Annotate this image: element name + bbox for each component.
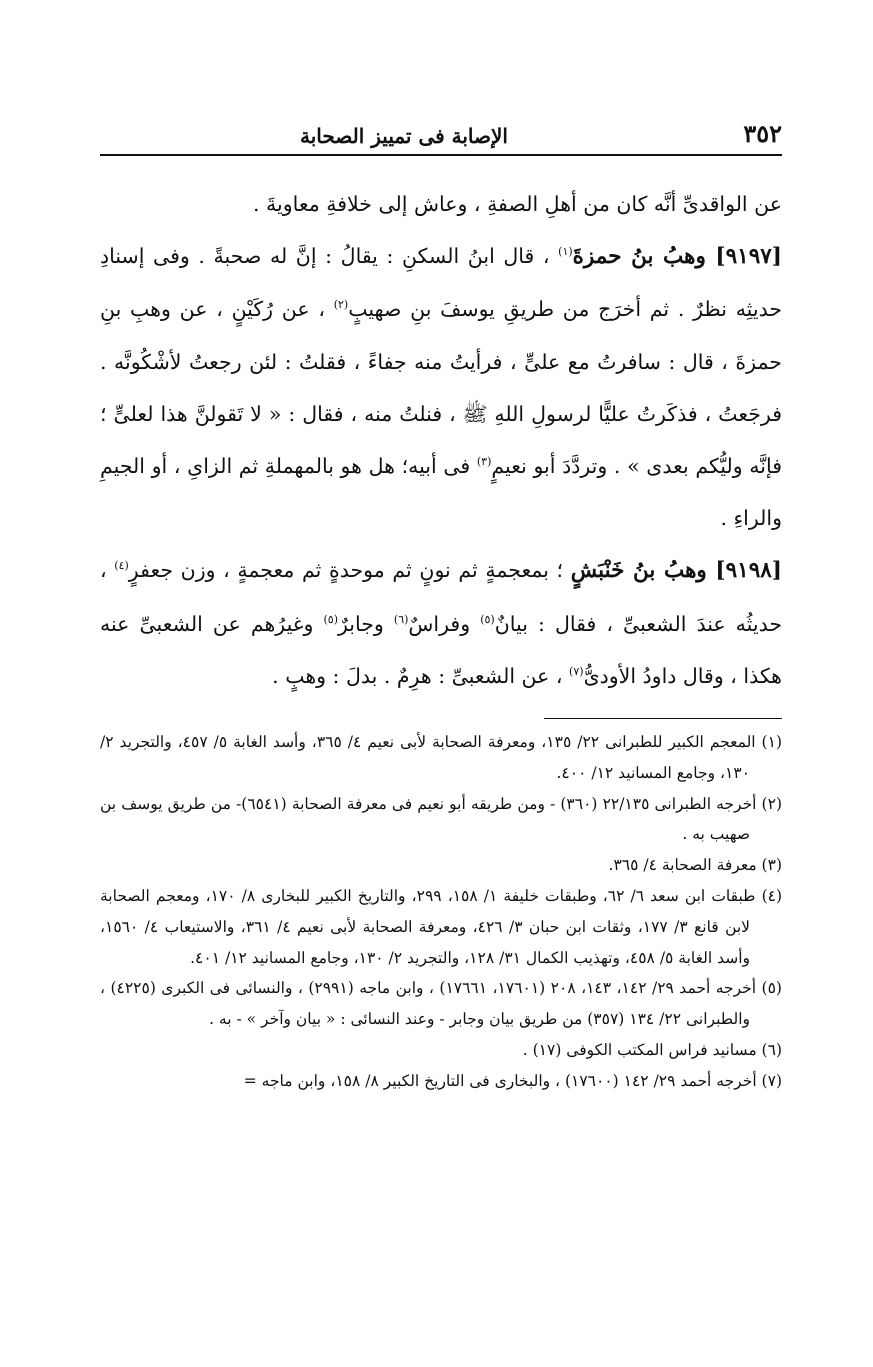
book-title: الإصابة فى تمييز الصحابة xyxy=(300,124,508,148)
footnote-ref: (٣) xyxy=(476,455,492,469)
entry-text: وفراسٌ xyxy=(408,611,481,636)
entry-text: وجابرٌ xyxy=(337,611,394,636)
entry-text: ، حديثُه عندَ الشعبىِّ ، فقال : بيانٌ xyxy=(100,558,783,636)
footnote-ref: (٦) xyxy=(393,612,409,626)
footnote-4: (٤) طبقات ابن سعد ٦/ ٦٢، وطبقات خليفة ١/ ١٥٨، ٢٩٩، والتاريخ الكبير للبخارى ٨/ ١٧٠، ومعجم الصحابة لابن قانع ٣/ ١٧٧، وثقات ابن حبان ٣/ ٤٢٦، ومعرفة الصحابة لأبى نعيم ٤/ ٣٦١، والاستيعاب ٤/ ١٥٦٠، وأسد الغابة ٥/ ٤٥٨، وتهذيب الكمال ٣١/ ١٢٨، والتجريد ٢/ ١٣٠، وجامع المسانيد ١٢/ ٤٠١. xyxy=(100,887,783,967)
footnote-5: (٥) أخرجه أحمد ٢٩/ ١٤٢، ١٤٣، ٢٠٨ (١٧٦٠١، ١٧٦٦١) ، وابن ماجه (٢٩٩١) ، والنسائى فى الكبرى (٤٢٢٥) ، والطبرانى ٢٢/ ١٣٤ (٣٥٧) من طريق بيان وجابر - وعند النسائى : « بيان وآخر » - به . xyxy=(100,979,782,1029)
running-header xyxy=(100,108,782,156)
entry-text: ، قال ابنُ السكنِ : يقالُ : إنَّ له صحبةً . وفى إسنادِ حديثِه نظرٌ . ثم أخرَج من طريقِ يوسفَ بنِ صهيبٍ xyxy=(100,244,783,322)
entry-9197 xyxy=(100,230,782,544)
footnote-ref: (٧) xyxy=(569,665,584,678)
main-text xyxy=(100,178,782,702)
footnote-ref: (٥) xyxy=(480,612,495,626)
entry-text: ، عن الشعبىِّ : هرِمٌ . بدلَ : وهبٍ . xyxy=(272,663,570,688)
entry-text: وغيرُهم عن الشعبىِّ عنه هكذا ، وقال داودُ الأودىُّ xyxy=(100,611,782,688)
page-number: ٣٥٢ xyxy=(743,119,782,148)
paragraph-continuation: عن الواقدىِّ أنَّه كان من أهلِ الصفةِ ، وعاش إلى خلافةِ معاويةَ . xyxy=(253,192,782,216)
entry-text: ، عن رُكَيْنٍ ، عن وهبِ بنِ حمزةَ ، قال : سافرتُ مع علىٍّ ، فرأيتُ منه جفاءً ، فقلتُ : لئن رجعتُ لأشْكُونَّه . فرجَعتُ ، فذكَرتُ عليًّا لرسولِ اللهِ ﷺ ، فنلتُ منه ، فقال : « لا تَقولنَّ هذا لعلىٍّ ؛ فإنَّه وليُّكم بعدى » . وتردَّدَ أبو نعيمٍ xyxy=(100,297,783,479)
entry-9198 xyxy=(100,544,782,702)
book-page xyxy=(100,108,782,1097)
entry-heading: [٩١٩٨] وهبُ بنُ خَنْبَشٍ xyxy=(570,558,782,584)
footnote-6: (٦) مسانيد فراس المكتب الكوفى (١٧) . xyxy=(522,1041,782,1059)
footnote-1: (١) المعجم الكبير للطبرانى ٢٢/ ١٣٥، ومعرفة الصحابة لأبى نعيم ٤/ ٣٦٥، وأسد الغابة ٥/ ٤٥٧، والتجريد ٢/ ١٣٠، وجامع المسانيد ١٢/ ٤٠٠. xyxy=(100,733,782,782)
entry-text: ؛ بمعجمةٍ ثم نونٍ ثم موحدةٍ ثم معجمةٍ ، وزن جعفرٍ xyxy=(128,558,571,583)
footnote-ref: (٤) xyxy=(114,559,129,573)
footnote-separator xyxy=(544,718,782,719)
entry-text: فى أبيه؛ هل هو بالمهملةِ ثم الزاىِ ، أو الجيمِ والراءِ . xyxy=(100,454,782,531)
footnote-ref: (٢) xyxy=(333,298,349,312)
footnotes xyxy=(100,727,782,1097)
footnote-2: (٢) أخرجه الطبرانى ٢٢/١٣٥ (٣٦٠) - ومن طريقه أبو نعيم فى معرفة الصحابة (٦٥٤١)- من طريق يوسف بن صهيب به . xyxy=(100,794,782,844)
footnote-ref: (١) xyxy=(558,245,573,259)
footnote-3: (٣) معرفة الصحابة ٤/ ٣٦٥. xyxy=(608,856,782,875)
entry-heading: [٩١٩٧] وهبُ بنُ حمزةَ xyxy=(572,244,782,270)
footnote-7: (٧) أخرجه أحمد ٢٩/ ١٤٢ (١٧٦٠٠) ، والبخارى فى التاريخ الكبير ٨/ ١٥٨، وابن ماجه = xyxy=(243,1071,782,1090)
footnote-ref: (٥) xyxy=(323,612,338,626)
